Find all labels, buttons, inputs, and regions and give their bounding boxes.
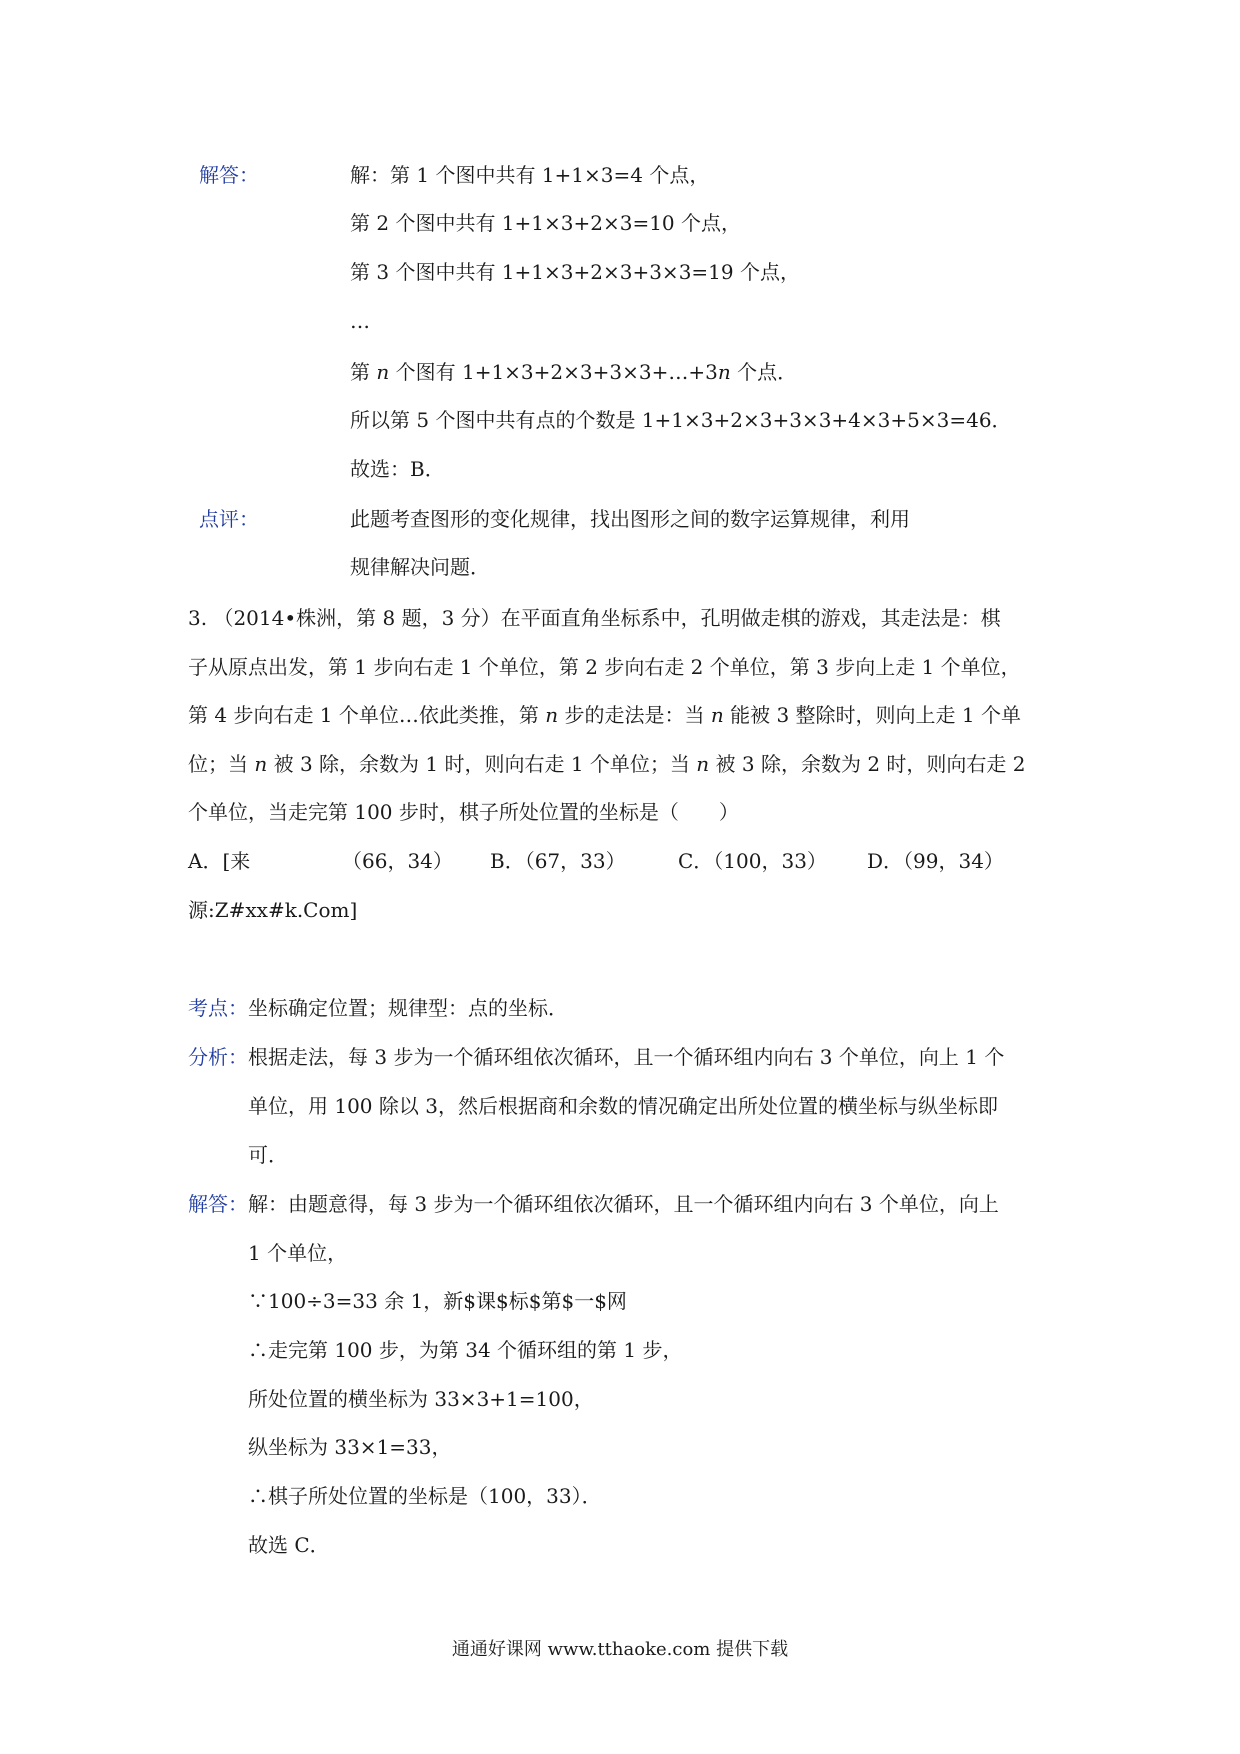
jieda-line-8: 故选 C． <box>248 1533 330 1557</box>
question-3-line-3: 第 4 步向右走 1 个单位…依此类推，第 n 步的走法是：当 n 能被 3 整除时，则向上走 1 个单 <box>188 703 1021 727</box>
comment-label: 点评： <box>199 507 259 531</box>
question-3-line-2: 子从原点出发，第 1 步向右走 1 个单位，第 2 步向右走 2 个单位，第 3 步向上走 1 个单位， <box>188 655 1021 679</box>
kaodian-label: 考点： <box>188 996 248 1020</box>
answer-line-ellipsis: … <box>350 309 370 333</box>
answer-line-5: 所以第 5 个图中共有点的个数是 1+1×3+2×3+3×3+4×3+5×3=46． <box>350 408 1012 432</box>
option-a: A．[来 <box>188 849 251 873</box>
jieda-line-5: 所处位置的横坐标为 33×3+1=100， <box>248 1387 594 1411</box>
answer-label: 解答： <box>199 163 259 187</box>
option-c: C．（100，33） <box>678 849 827 873</box>
kaodian-text: 坐标确定位置；规律型：点的坐标． <box>248 996 568 1020</box>
jieda-line-3: ∵100÷3=33 余 1，新$课$标$第$一$网 <box>248 1289 627 1313</box>
option-a-value: （66，34） <box>342 849 453 873</box>
fenxi-label: 分析： <box>188 1045 248 1069</box>
jieda-line-7: ∴棋子所处位置的坐标是（100，33）． <box>248 1484 602 1508</box>
answer-line-3: 第 3 个图中共有 1+1×3+2×3+3×3=19 个点， <box>350 260 800 284</box>
answer-line-1: 解：第 1 个图中共有 1+1×3=4 个点， <box>350 163 710 187</box>
jieda-line-2: 1 个单位， <box>248 1241 348 1265</box>
comment-line-2: 规律解决问题． <box>350 555 490 579</box>
fenxi-line-3: 可． <box>248 1143 288 1167</box>
page-footer[interactable]: 通通好课网 www.tthaoke.com 提供下载 <box>451 1639 789 1660</box>
answer-line-choice: 故选：B． <box>350 457 445 481</box>
option-d: D．（99，34） <box>867 849 1004 873</box>
answer-line-nth: 第 n 个图有 1+1×3+2×3+3×3+…+3n 个点． <box>350 360 798 384</box>
jieda-line-1: 解：由题意得，每 3 步为一个循环组依次循环，且一个循环组内向右 3 个单位，向上 <box>248 1192 999 1216</box>
jieda-label: 解答： <box>188 1192 248 1216</box>
fenxi-line-1: 根据走法，每 3 步为一个循环组依次循环，且一个循环组内向右 3 个单位，向上 1 个 <box>248 1045 1005 1069</box>
fenxi-line-2: 单位，用 100 除以 3，然后根据商和余数的情况确定出所处位置的横坐标与纵坐标即 <box>248 1094 998 1118</box>
question-3-line-1: 3. （2014•株洲，第 8 题，3 分）在平面直角坐标系中，孔明做走棋的游戏，其走法是：棋 <box>188 606 1001 630</box>
jieda-line-4: ∴走完第 100 步，为第 34 个循环组的第 1 步， <box>248 1338 683 1362</box>
source-note: 源:Z#xx#k.Com] <box>188 898 358 922</box>
option-b: B．（67，33） <box>490 849 626 873</box>
jieda-line-6: 纵坐标为 33×1=33， <box>248 1435 452 1459</box>
answer-line-2: 第 2 个图中共有 1+1×3+2×3=10 个点， <box>350 211 742 235</box>
comment-line-1: 此题考查图形的变化规律，找出图形之间的数字运算规律，利用 <box>350 507 910 531</box>
question-3-line-4: 位；当 n 被 3 除，余数为 1 时，则向右走 1 个单位；当 n 被 3 除，余数为 2 时，则向右走 2 <box>188 752 1026 776</box>
question-3-line-5: 个单位，当走完第 100 步时，棋子所处位置的坐标是（ ） <box>188 800 739 824</box>
